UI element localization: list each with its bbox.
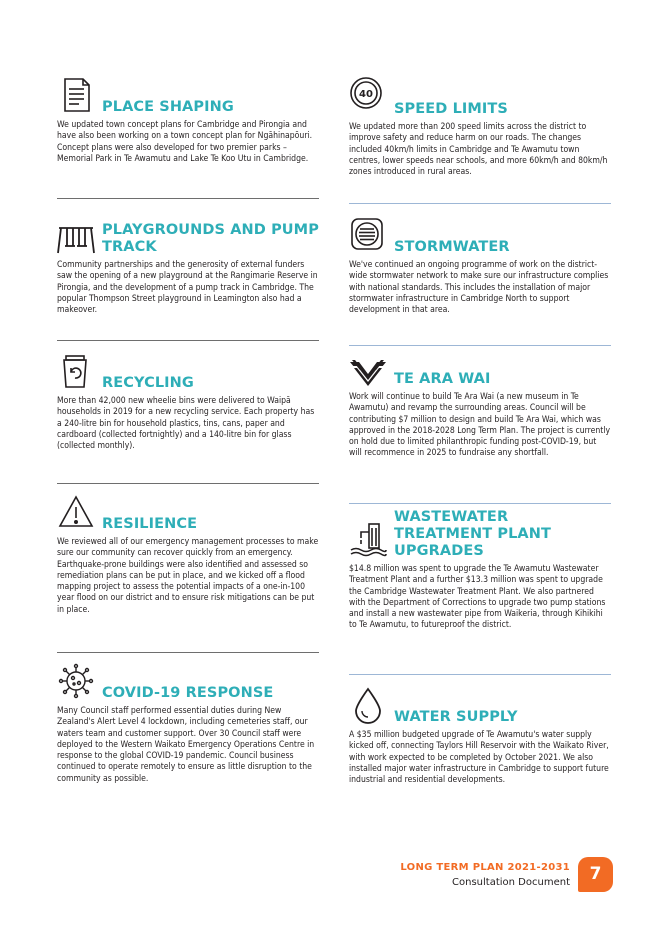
section-title: SPEED LIMITS <box>394 101 508 117</box>
recycling-bin-icon <box>57 352 95 390</box>
section-body: A $35 million budgeted upgrade of Te Awamutu's water supply kicked off, connecting Taylors Hill Reservoir with the Waikato River, with work expected to be completed by October 2021. We also installed major water infrastructure in Cambridge to support future industrial and residential developments. <box>349 730 609 786</box>
outflow-pipe-icon <box>349 520 387 558</box>
water-drop-icon <box>349 686 387 724</box>
divider <box>57 340 319 341</box>
divider <box>349 674 611 675</box>
section-body: More than 42,000 new wheelie bins were delivered to Waipā households in 2019 for a new recycling service. Each property has a 240-litre bin for household plastics, tins, cans, paper and cardboard (collected fortnightly) and a 140-litre bin for glass (collected monthly). <box>57 396 315 452</box>
divider <box>349 345 611 346</box>
section-water-supply <box>349 686 611 786</box>
section-body: Work will continue to build Te Ara Wai (a new museum in Te Awamutu) and revamp the surrounding areas. Council will be contributing $7 million to design and build Te Ara Wai, which was approved in the 2018-2028 Long Term Plan. The project is currently on hold due to limited philanthropic funding post-COVID-19, but will recommence in 2025 to fundraise any shortfall. <box>349 392 611 459</box>
section-title: COVID-19 RESPONSE <box>102 685 274 701</box>
section-title: RECYCLING <box>102 375 194 391</box>
section-title: TE ARA WAI <box>394 371 491 387</box>
divider <box>349 203 611 204</box>
section-stormwater <box>349 216 611 316</box>
section-body: We've continued an ongoing programme of work on the district-wide stormwater network to make sure our infrastructure complies with national standards. This includes the installation of major stormwater infrastructure in Cambridge North to support development in that area. <box>349 260 609 316</box>
section-title: RESILIENCE <box>102 516 198 532</box>
section-wastewater <box>349 509 611 632</box>
section-title: WASTEWATER TREATMENT PLANT UPGRADES <box>394 509 551 559</box>
divider <box>349 503 611 504</box>
section-speed-limits <box>349 78 611 178</box>
page-number: 7 <box>578 857 613 892</box>
section-title: PLAYGROUNDS AND PUMP TRACK <box>102 222 319 255</box>
section-body: $14.8 million was spent to upgrade the Te Awamutu Wastewater Treatment Plant and a further $13.3 million was spent to upgrade the Cambridge Wastewater Treatment Plant. We also partnered with the Department of Corrections to upgrade two pump stations and install a new wastewater pipe from Waikeria, through Kihikihi to Te Awamutu, to futureproof the district. <box>349 564 606 631</box>
section-resilience <box>57 493 319 616</box>
warning-icon <box>57 493 95 531</box>
virus-icon <box>57 662 95 700</box>
footer-subtitle: Consultation Document <box>452 877 570 888</box>
section-body: We updated more than 200 speed limits across the district to improve safety and reduce harm on our roads. The changes included 40km/h limits in Cambridge and Te Awamutu town centres, lower speeds near schools, and more 60km/h and 80km/h zones introduced in rural areas. <box>349 122 608 178</box>
divider <box>57 198 319 199</box>
section-title: WATER SUPPLY <box>394 709 518 725</box>
swing-set-icon <box>57 220 95 258</box>
section-title: PLACE SHAPING <box>102 99 234 115</box>
section-body: We updated town concept plans for Cambridge and Pirongia and have also been working on a town concept plan for Ngāhinapōuri. Concept plans were also developed for two premier parks – Memorial Park in Te Awamutu and Lake Te Koo Utu in Cambridge. <box>57 120 313 164</box>
document-icon <box>57 76 95 114</box>
speed-sign-icon <box>349 76 387 114</box>
section-title: STORMWATER <box>394 239 510 255</box>
divider <box>57 652 319 653</box>
section-body: Many Council staff performed essential duties during New Zealand's Alert Level 4 lockdown, including cemeteries staff, our waters team and customer support. Over 30 Council staff were deployed to the Western Waikato Emergency Operations Centre in response to the global COVID-19 pandemic. Council business continued to operate remotely to ensure as little disruption to the community as possible. <box>57 706 315 784</box>
footer-plan-title: LONG TERM PLAN 2021-2031 <box>400 862 570 873</box>
koru-pattern-icon <box>349 356 387 386</box>
drain-icon <box>349 216 387 254</box>
divider <box>57 483 319 484</box>
section-playgrounds <box>57 208 319 316</box>
section-place-shaping <box>57 76 319 165</box>
section-body: We reviewed all of our emergency management processes to make sure our community can recover quickly from an emergency. Earthquake-prone buildings were also identified and assessed so remediation plans can be put in place, and we kicked off a flood mapping project to assess the potential impacts of a one-in-100 year flood on our district and to ensure risk mitigations can be put in place. <box>57 537 319 615</box>
section-te-ara-wai <box>349 356 611 460</box>
section-body: Community partnerships and the generosity of external funders saw the opening of a new playground at the Rangimarie Reserve in Pirongia, and the development of a pump track in Cambridge. The popular Thompson Street playground in Leamington also had a makeover. <box>57 260 318 316</box>
section-recycling <box>57 352 319 452</box>
section-covid <box>57 662 319 785</box>
speed-sign-value: 40 <box>359 89 373 100</box>
